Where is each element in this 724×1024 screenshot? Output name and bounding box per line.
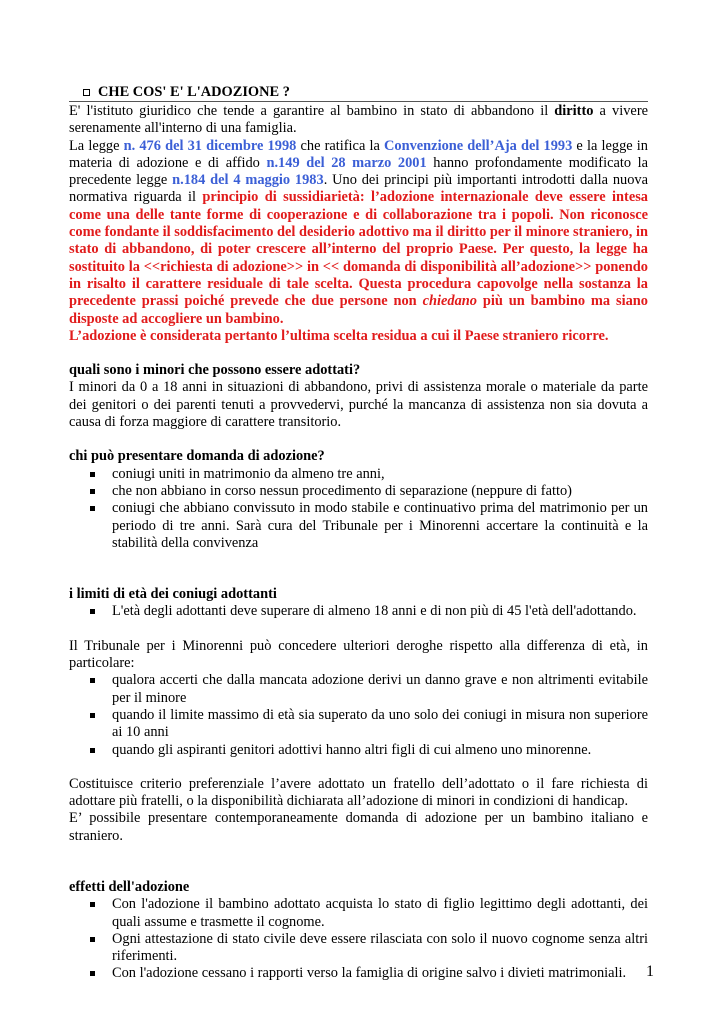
list-item-text: Con l'adozione il bambino adottato acquista lo stato di figlio legittimo degli adottanti, dei quali assume e trasmette il cognome.: [112, 896, 648, 930]
deroghe-paragraph: Il Tribunale per i Minorenni può concedere ulteriori deroghe rispetto alla differenza di età, in particolare:: [69, 637, 648, 672]
list-item-text: coniugi che abbiano convissuto in modo stabile e continuativo prima del matrimonio per un periodo di tre anni. Sarà cura del Tribunale per i Minorenni accertare la continuità e la stabilità della convivenza: [112, 500, 648, 551]
list-item-text: quando gli aspiranti genitori adottivi hanno altri figli di cui almeno uno minorenne.: [112, 741, 592, 758]
text-run: a vivere serenamente all'interno di una famiglia.: [69, 103, 648, 137]
bullet-icon: [90, 713, 95, 718]
list-item-text: L'età degli adottanti deve superare di almeno 18 anni e di non più di 45 l'età dell'adottando.: [112, 603, 637, 620]
highlight-text: principio di sussidiarietà: l’adozione internazionale deve essere intesa come una delle tante forme di cooperazione e di collaborazione tra i popoli. Non riconosce come fondante il soddisfacimento del desiderio adottivo ma il diritto per il minore straniero, in stato di abbandono, di poter crescere all’interno del proprio Paese. Per questo, la legge ha sostituito la <<richiesta di adozione>> in << domanda di disponibilità all’adozione>> ponendo in risalto il carattere residuale di tale scelta. Questa procedura capovolge nella sostanza la precedente prassi poiché prevede che due persone non: [69, 189, 648, 310]
list-item-text: coniugi uniti in matrimonio da almeno tre anni,: [112, 465, 385, 482]
document-page: [69, 84, 648, 983]
bullet-icon: [90, 678, 95, 683]
list-item: [69, 742, 648, 759]
checkbox-bullet-icon: [83, 89, 90, 96]
text-run: La legge: [69, 137, 124, 154]
bullet-icon: [90, 748, 95, 753]
section-heading-minori: quali sono i minori che possono essere adottati?: [69, 362, 361, 379]
list-item: [69, 672, 648, 707]
bullet-icon: [90, 971, 95, 976]
limiti-list: [69, 603, 648, 620]
list-item-text: Con l'adozione cessano i rapporti verso la famiglia di origine salvo i divieti matrimoniali.: [112, 965, 627, 982]
list-item-text: quando il limite massimo di età sia superato da uno solo dei coniugi in misura non superiore ai 10 anni: [112, 706, 648, 741]
list-item: [69, 500, 648, 552]
intro-paragraph-3: L’adozione è considerata pertanto l’ultima scelta residua a cui il Paese straniero ricorre.: [69, 327, 609, 344]
highlight-italic: chiedano: [422, 293, 477, 310]
law-reference: n.184 del 4 maggio 1983: [172, 172, 324, 189]
list-item-text: che non abbiano in corso nessun procedimento di separazione (neppure di fatto): [112, 482, 572, 499]
bullet-icon: [90, 902, 95, 907]
text-run: hanno profondamente modificato la precedente legge: [69, 154, 649, 189]
bullet-icon: [90, 472, 95, 477]
list-item: [69, 707, 648, 742]
domanda-list: [69, 466, 648, 552]
text-run: e la legge in materia di adozione e di affido: [69, 137, 648, 171]
list-item: [69, 466, 648, 483]
effetti-list: [69, 896, 648, 982]
law-reference: n.149 del 28 marzo 2001: [266, 154, 427, 171]
convention-reference: Convenzione dell’Aja del 1993: [384, 137, 573, 154]
page-title-text: CHE COS' E' L'ADOZIONE ?: [98, 84, 290, 100]
deroghe-list: [69, 672, 648, 758]
criterio-paragraph: Costituisce criterio preferenziale l’avere adottato un fratello dell’adottato o il fare richiesta di adottare più fratelli, o la disponibilità dichiarata all’adozione di minori in condizioni di handicap.: [69, 775, 648, 810]
intro-paragraph-1: [69, 103, 648, 138]
text-run: E' l'istituto giuridico che tende a garantire al bambino in stato di abbandono il: [69, 103, 555, 119]
list-item-text: qualora accerti che dalla mancata adozione derivi un danno grave e non altrimenti evitabile per il minore: [112, 672, 648, 706]
bullet-icon: [90, 609, 95, 614]
bullet-icon: [90, 937, 95, 942]
minori-paragraph: I minori da 0 a 18 anni in situazioni di abbandono, privi di assistenza morale o materiale da parte dei genitori o dei parenti tenuti a provvedervi, purché la mancanza di assistenza non sia dovuta a causa di forza maggiore di carattere transitorio.: [69, 379, 648, 431]
highlight-text: più un bambino ma siano disposte ad accogliere un bambino.: [69, 293, 648, 327]
list-item-text: Ogni attestazione di stato civile deve essere rilasciata con solo il nuovo cognome senza altri riferimenti.: [112, 930, 648, 965]
text-run: . Uno dei principi più importanti introdotti dalla nuova normativa riguarda il: [69, 172, 648, 206]
section-heading-domanda: chi può presentare domanda di adozione?: [69, 448, 325, 465]
law-reference: n. 476 del 31 dicembre 1998: [123, 137, 297, 154]
bullet-icon: [90, 489, 95, 494]
bold-term: diritto: [554, 103, 594, 119]
section-heading-limiti: i limiti di età dei coniugi adottanti: [69, 586, 277, 603]
section-heading-effetti: effetti dell'adozione: [69, 878, 190, 895]
intro-paragraph-2: [69, 138, 648, 328]
text-run: che ratifica la: [296, 137, 384, 154]
list-item: [69, 483, 648, 500]
list-item: [69, 965, 648, 982]
list-item: [69, 896, 648, 931]
bullet-icon: [90, 506, 95, 511]
list-item: [69, 603, 648, 620]
page-title: [69, 84, 648, 102]
list-item: [69, 931, 648, 966]
page-number: 1: [646, 963, 654, 980]
contemporanea-paragraph: E’ possibile presentare contemporaneamente domanda di adozione per un bambino italiano e straniero.: [69, 810, 648, 844]
